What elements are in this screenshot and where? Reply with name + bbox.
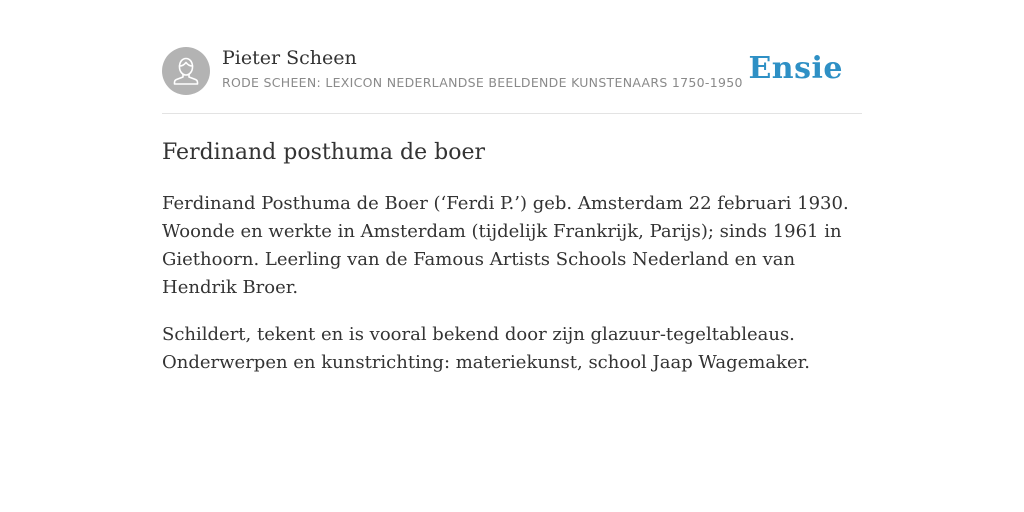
author-avatar[interactable] xyxy=(162,47,210,95)
article-paragraph: Ferdinand Posthuma de Boer (‘Ferdi P.’) geb. Amsterdam 22 februari 1930. Woonde en werkte in Amsterdam (tijdelijk Frankrijk, Parijs); sinds 1961 in Giethoorn. Leerling van de Famous Artists Schools Nederland en van Hendrik Broer. xyxy=(162,193,849,298)
article-paragraph: Schildert, tekent en is vooral bekend door zijn glazuur-tegeltableaus. Onderwerpen en kunstrichting: materiekunst, school Jaap Wagemaker. xyxy=(162,324,810,373)
ensie-logo[interactable]: Ensie xyxy=(748,51,843,86)
source-title[interactable]: RODE SCHEEN: LEXICON NEDERLANDSE BEELDENDE KUNSTENAARS 1750-1950 xyxy=(222,75,743,90)
article-body xyxy=(162,190,862,396)
article-title: Ferdinand posthuma de boer xyxy=(162,140,485,165)
author-name[interactable]: Pieter Scheen xyxy=(222,47,357,69)
header-divider xyxy=(162,113,862,114)
user-icon xyxy=(162,47,210,95)
article-header xyxy=(162,46,862,96)
